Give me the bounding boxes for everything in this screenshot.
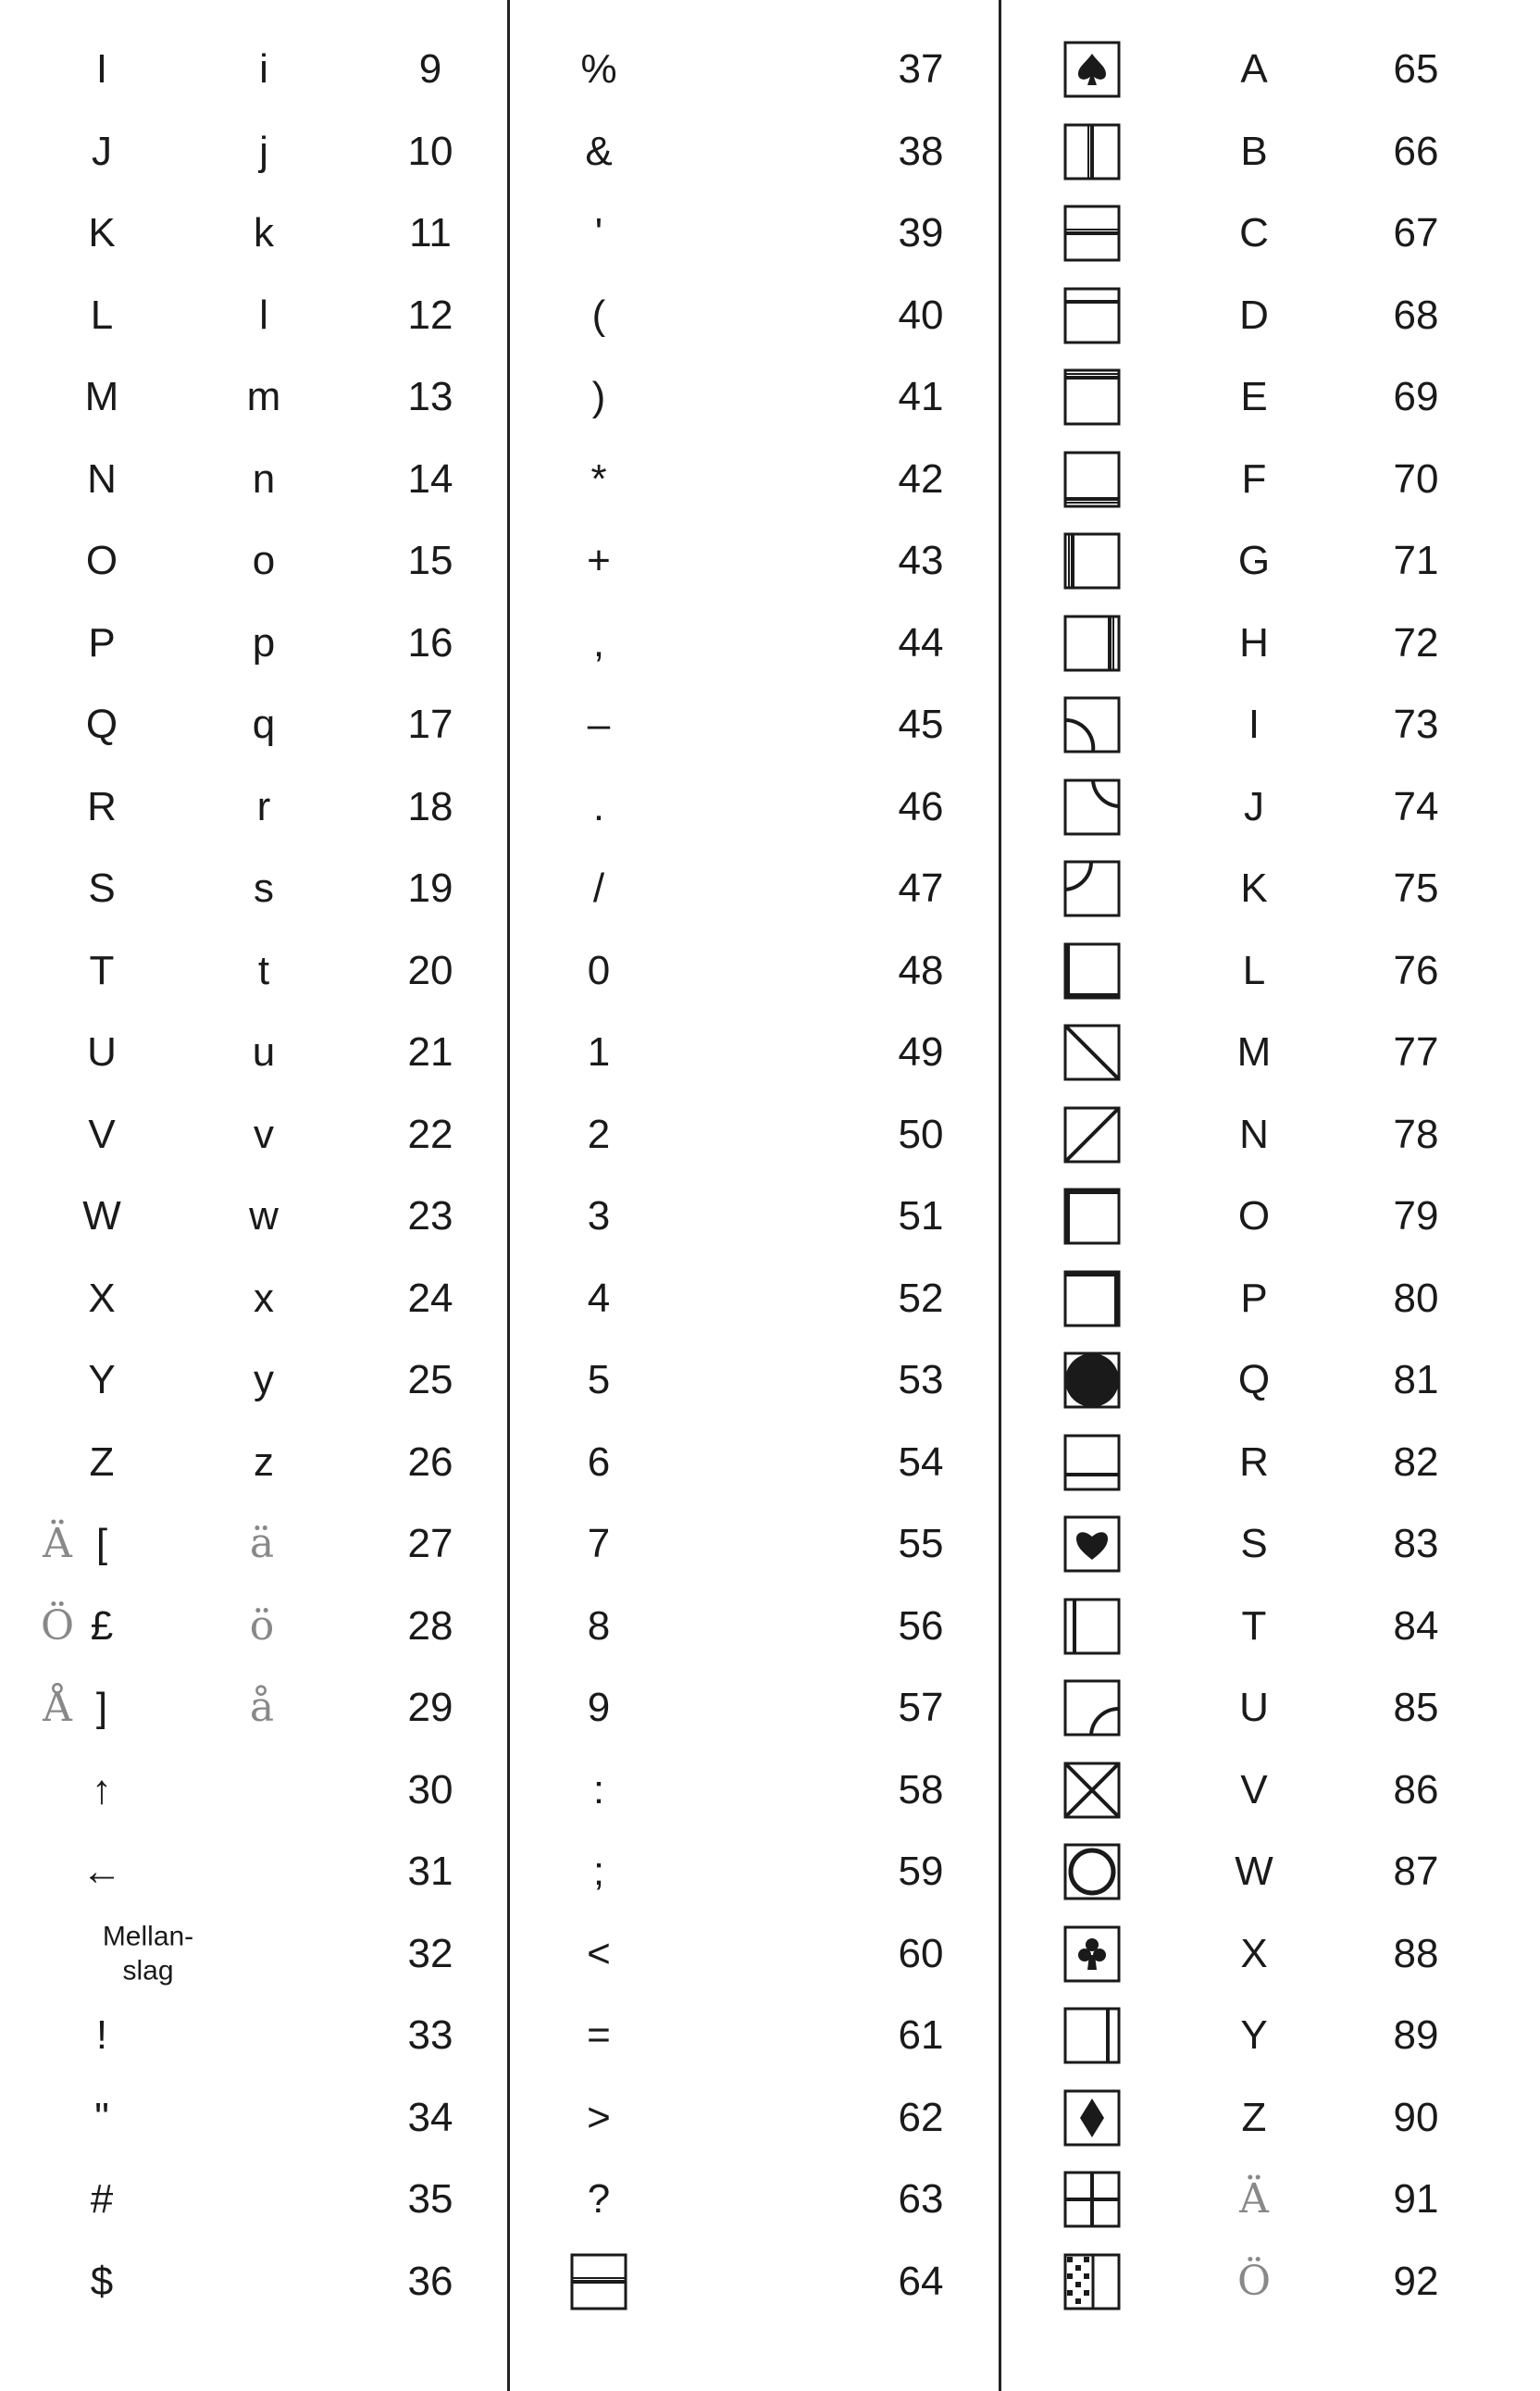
lowercase-char: p	[252, 619, 276, 666]
code-number: 69	[1393, 374, 1439, 419]
code-number: 51	[898, 1193, 944, 1239]
code-number: 49	[898, 1029, 944, 1075]
lowercase-char: q	[252, 702, 276, 747]
graphic-letter: L	[1242, 947, 1266, 993]
graphic-letter: M	[1236, 1029, 1272, 1075]
code-number: 60	[898, 1930, 944, 1976]
handwritten-lower: ö	[249, 1601, 275, 1650]
code-number: 10	[407, 128, 453, 174]
graphic-letter: X	[1240, 1930, 1268, 1976]
code-number: 87	[1393, 1849, 1439, 1894]
code-number: 25	[407, 1357, 453, 1402]
graphic-letter: A	[1240, 46, 1268, 92]
code-number: 24	[407, 1275, 453, 1321]
code-number: 40	[898, 292, 944, 338]
code-number: 9	[418, 46, 442, 92]
uppercase-char: W	[82, 1193, 121, 1239]
graphic-letter: V	[1240, 1766, 1268, 1812]
code-number: 84	[1393, 1602, 1439, 1649]
symbol-char: (	[591, 292, 606, 338]
code-number: 66	[1393, 128, 1439, 174]
symbol-char: ;	[592, 1849, 605, 1894]
code-number: 23	[407, 1193, 453, 1239]
code-number: 50	[898, 1111, 944, 1157]
box-hline-top-glyph	[1062, 367, 1123, 428]
uppercase-char: M	[84, 374, 119, 419]
symbol-char: .	[592, 783, 605, 829]
code-number: 68	[1393, 292, 1439, 338]
symbol-char: /	[592, 865, 605, 911]
uppercase-char: K	[88, 210, 116, 255]
lowercase-char: i	[259, 46, 268, 92]
code-number: 41	[898, 374, 944, 419]
symbol-char: 6	[587, 1438, 611, 1485]
code-number: 82	[1393, 1438, 1439, 1485]
handwritten-lower: ä	[249, 1520, 275, 1567]
code-number: 71	[1393, 538, 1439, 583]
lowercase-char: s	[254, 865, 274, 911]
symbol-char: :	[592, 1766, 605, 1812]
graphic-letter: U	[1239, 1685, 1269, 1730]
graphic-letter: I	[1248, 702, 1261, 747]
symbol-char: 9	[587, 1685, 611, 1730]
code-number: 52	[898, 1275, 944, 1321]
code-number: 18	[407, 783, 453, 829]
code-number: 59	[898, 1849, 944, 1894]
code-number: 43	[898, 538, 944, 583]
code-number: 34	[407, 2094, 453, 2140]
filled-circle-glyph	[1062, 1350, 1123, 1411]
symbol-char: *	[590, 455, 607, 502]
code-number: 67	[1393, 210, 1439, 255]
code-number: 62	[898, 2094, 944, 2140]
code-number: 33	[407, 2012, 453, 2058]
code-number: 80	[1393, 1275, 1439, 1321]
symbol-char: ,	[592, 619, 605, 666]
box-hline-upper-glyph	[1062, 285, 1123, 346]
uppercase-char: R	[87, 783, 117, 829]
code-number: 58	[898, 1766, 944, 1812]
uppercase-char: #	[90, 2176, 114, 2222]
uppercase-char: [	[95, 1521, 108, 1566]
uppercase-char: Q	[85, 702, 118, 747]
uppercase-char: Y	[88, 1357, 116, 1402]
code-number: 81	[1393, 1357, 1439, 1402]
arc-bottom-right-glyph	[1062, 1677, 1123, 1738]
column-divider-left	[507, 0, 510, 2391]
graphic-letter: N	[1239, 1111, 1269, 1157]
lowercase-char: l	[259, 292, 268, 338]
uppercase-char: S	[88, 865, 116, 911]
corner-bottom-left-glyph	[1062, 940, 1123, 1002]
space-label: Mellan- slag	[102, 1921, 194, 1986]
box-vline-left-glyph	[1062, 530, 1123, 592]
uppercase-char: !	[95, 2012, 108, 2058]
code-number: 57	[898, 1685, 944, 1730]
graphic-letter: Q	[1237, 1357, 1271, 1402]
graphic-letter: Ö	[1236, 2257, 1272, 2305]
lowercase-char: o	[252, 538, 276, 583]
box-hline-lower-glyph	[1062, 1432, 1123, 1493]
symbol-char: &	[585, 128, 613, 174]
box-vline-right2-glyph	[1062, 2005, 1123, 2066]
code-number: 92	[1393, 2258, 1439, 2304]
box-hline-bottom-glyph	[1062, 449, 1123, 510]
ring-glyph	[1062, 1841, 1123, 1902]
cross-x-glyph	[1062, 1760, 1123, 1821]
box-vline-right-glyph	[1062, 613, 1123, 674]
uppercase-char: $	[90, 2258, 114, 2304]
code-number: 88	[1393, 1930, 1439, 1976]
graphic-letter: W	[1235, 1849, 1273, 1894]
code-number: 28	[407, 1602, 453, 1649]
code-number: 89	[1393, 2012, 1439, 2058]
arc-top-right-glyph	[1062, 777, 1123, 838]
graphic-letter: P	[1240, 1275, 1268, 1321]
code-number: 36	[407, 2258, 453, 2304]
code-number: 20	[407, 947, 453, 993]
code-number: 48	[898, 947, 944, 993]
code-number: 37	[898, 46, 944, 92]
code-number: 73	[1393, 702, 1439, 747]
code-number: 11	[409, 210, 452, 255]
code-number: 65	[1393, 46, 1439, 92]
corner-top-right-glyph	[1062, 1268, 1123, 1329]
symbol-char: %	[580, 46, 617, 92]
code-number: 21	[407, 1029, 453, 1075]
lowercase-char: u	[252, 1029, 276, 1075]
code-number: 75	[1393, 865, 1439, 911]
symbol-char: =	[587, 2012, 611, 2058]
diag-slash-glyph	[1062, 1104, 1123, 1165]
box-hline-mid-glyph	[1062, 203, 1123, 264]
symbol-char: +	[587, 538, 611, 583]
uppercase-char: P	[88, 619, 116, 666]
code-number: 15	[407, 538, 453, 583]
uppercase-char: ]	[95, 1685, 108, 1730]
column-divider-right	[999, 0, 1001, 2391]
lowercase-char: t	[257, 947, 270, 993]
code-number: 32	[407, 1930, 453, 1976]
symbol-char: <	[587, 1930, 611, 1976]
graphic-letter: G	[1237, 538, 1271, 583]
code-number: 85	[1393, 1685, 1439, 1730]
code-number: 19	[407, 865, 453, 911]
code-number: 90	[1393, 2094, 1439, 2140]
symbol-char: 7	[587, 1521, 611, 1566]
code-number: 83	[1393, 1521, 1439, 1566]
lowercase-char: m	[246, 374, 281, 419]
lowercase-char: y	[254, 1357, 274, 1402]
code-number: 74	[1393, 783, 1439, 829]
checker-left-glyph	[1062, 2251, 1123, 2312]
graphic-letter: J	[1244, 783, 1264, 829]
diag-backslash-glyph	[1062, 1022, 1123, 1083]
lowercase-char: j	[259, 128, 268, 174]
code-number: 22	[407, 1111, 453, 1157]
symbol-char: 5	[587, 1357, 611, 1402]
code-number: 79	[1393, 1193, 1439, 1239]
code-number: 16	[407, 619, 453, 666]
arc-top-left-glyph	[1062, 858, 1123, 919]
code-number: 64	[898, 2258, 944, 2304]
graphic-letter: H	[1239, 619, 1269, 666]
code-number: 17	[407, 702, 453, 747]
code-number: 63	[898, 2176, 944, 2222]
code-number: 14	[407, 455, 453, 502]
code-number: 45	[898, 702, 944, 747]
code-number: 78	[1393, 1111, 1439, 1157]
uppercase-char: T	[89, 947, 115, 993]
code-number: 30	[407, 1766, 453, 1812]
graphic-letter: Z	[1241, 2094, 1267, 2140]
graphic-letter: C	[1239, 210, 1269, 255]
diamond-glyph	[1062, 2087, 1123, 2148]
uppercase-char: X	[88, 1275, 116, 1321]
graphic-letter: O	[1237, 1193, 1271, 1239]
graphic-letter: T	[1241, 1602, 1267, 1649]
symbol-char: '	[594, 210, 603, 255]
arc-bottom-left-glyph	[1062, 694, 1123, 755]
heart-glyph	[1062, 1513, 1123, 1575]
lowercase-char: v	[254, 1111, 274, 1157]
uppercase-char: £	[90, 1602, 114, 1649]
symbol-char: 3	[587, 1193, 611, 1239]
handwritten-upper: Ö	[40, 1601, 75, 1650]
symbol-char: )	[591, 374, 606, 419]
spade-glyph	[1062, 39, 1123, 100]
cross-plus-glyph	[1062, 2169, 1123, 2230]
uppercase-char: I	[95, 46, 108, 92]
uppercase-char: ↑	[92, 1766, 112, 1812]
uppercase-char: ←	[81, 1849, 122, 1894]
code-number: 72	[1393, 619, 1439, 666]
code-number: 26	[407, 1438, 453, 1485]
graphic-letter: Ä	[1239, 2175, 1269, 2223]
uppercase-char: J	[92, 128, 112, 174]
box-hline-mid-glyph	[568, 2251, 629, 2312]
graphic-letter: F	[1241, 455, 1267, 502]
lowercase-char: w	[249, 1193, 279, 1239]
code-number: 38	[898, 128, 944, 174]
symbol-char: 8	[587, 1602, 611, 1649]
code-number: 29	[407, 1685, 453, 1730]
code-number: 77	[1393, 1029, 1439, 1075]
uppercase-char: V	[88, 1111, 116, 1157]
code-number: 76	[1393, 947, 1439, 993]
code-number: 61	[898, 2012, 944, 2058]
graphic-letter: K	[1240, 865, 1268, 911]
code-number: 55	[898, 1521, 944, 1566]
graphic-letter: D	[1239, 292, 1269, 338]
code-number: 86	[1393, 1766, 1439, 1812]
corner-top-left-glyph	[1062, 1186, 1123, 1247]
box-vline-left2-glyph	[1062, 1596, 1123, 1657]
club-glyph	[1062, 1924, 1123, 1985]
lowercase-char: r	[256, 783, 271, 829]
lowercase-char: k	[254, 210, 274, 255]
uppercase-char: "	[94, 2094, 109, 2140]
code-number: 54	[898, 1438, 944, 1485]
code-number: 44	[898, 619, 944, 666]
symbol-char: 4	[587, 1275, 611, 1321]
uppercase-char: U	[87, 1029, 117, 1075]
symbol-char: 0	[587, 947, 611, 993]
lowercase-char: n	[252, 455, 276, 502]
symbol-char: 1	[587, 1029, 611, 1075]
handwritten-upper: Å	[43, 1684, 72, 1731]
symbol-char: >	[587, 2094, 611, 2140]
code-number: 70	[1393, 455, 1439, 502]
code-number: 47	[898, 865, 944, 911]
uppercase-char: O	[85, 538, 118, 583]
graphic-letter: Y	[1240, 2012, 1268, 2058]
code-number: 13	[407, 374, 453, 419]
uppercase-char: Z	[89, 1438, 115, 1485]
code-number: 53	[898, 1357, 944, 1402]
code-number: 42	[898, 455, 944, 502]
code-number: 31	[407, 1849, 453, 1894]
symbol-char: ?	[587, 2176, 611, 2222]
uppercase-char: L	[90, 292, 114, 338]
graphic-letter: S	[1240, 1521, 1268, 1566]
symbol-char: 2	[587, 1111, 611, 1157]
box-vline-mid-glyph	[1062, 121, 1123, 182]
handwritten-lower: å	[249, 1684, 275, 1731]
code-number: 91	[1393, 2176, 1439, 2222]
code-number: 46	[898, 783, 944, 829]
code-number: 35	[407, 2176, 453, 2222]
code-number: 27	[407, 1521, 453, 1566]
uppercase-char: N	[87, 455, 117, 502]
graphic-letter: E	[1240, 374, 1268, 419]
graphic-letter: B	[1240, 128, 1268, 174]
symbol-char: –	[587, 702, 611, 747]
code-number: 56	[898, 1602, 944, 1649]
handwritten-upper: Ä	[43, 1520, 72, 1567]
code-number: 12	[407, 292, 453, 338]
lowercase-char: z	[254, 1438, 274, 1485]
lowercase-char: x	[254, 1275, 274, 1321]
graphic-letter: R	[1239, 1438, 1269, 1485]
code-number: 39	[898, 210, 944, 255]
